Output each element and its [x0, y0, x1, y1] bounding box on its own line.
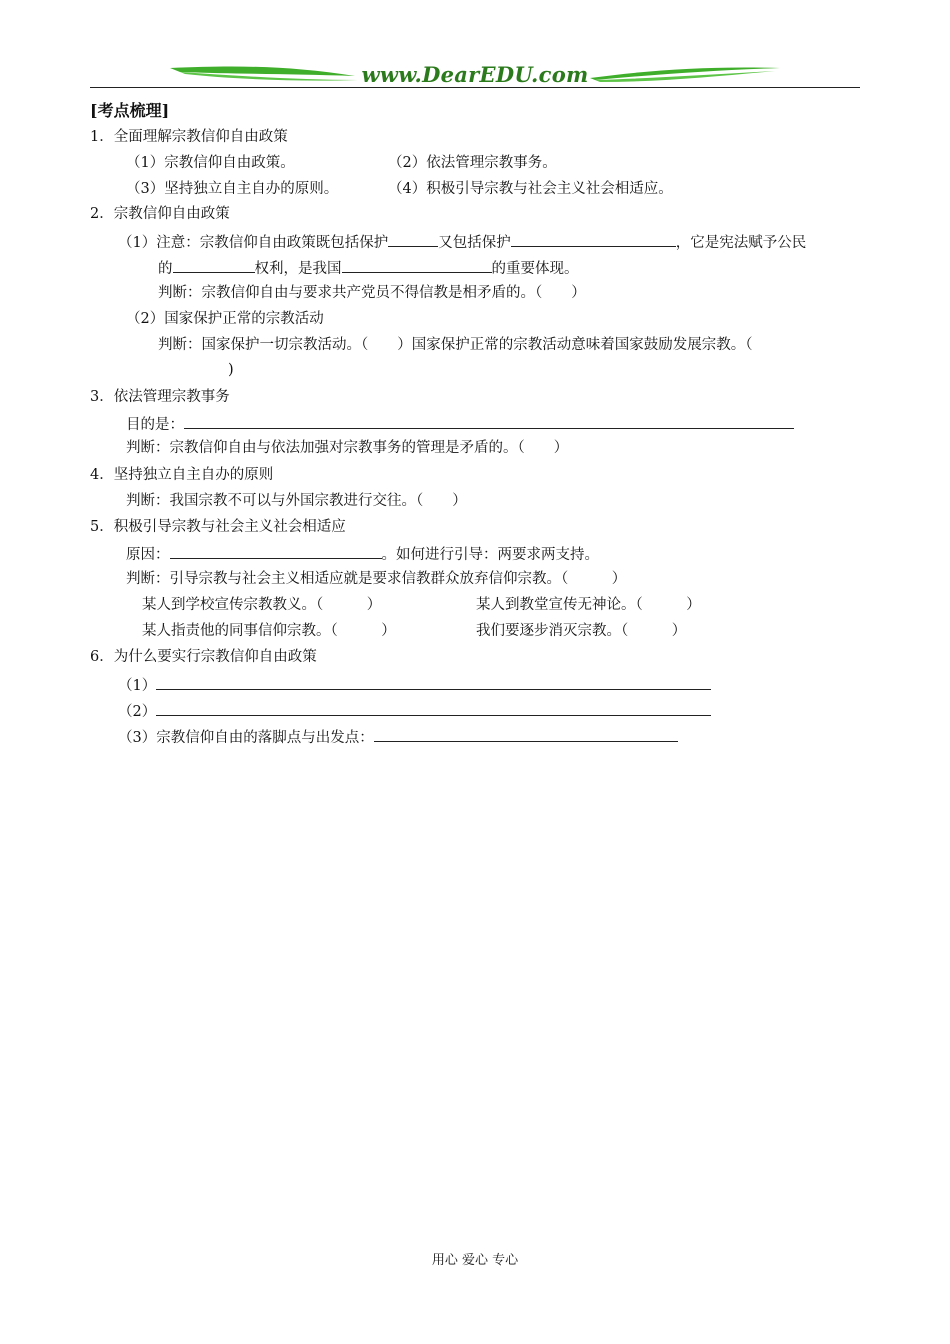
s2-judge-1: 判断：宗教信仰自由与要求共产党员不得信教是相矛盾的。（ ） [158, 285, 586, 301]
blank-field[interactable] [156, 700, 711, 716]
s2-note2-b: 权利，是我国 [254, 261, 342, 277]
blank-field[interactable] [184, 413, 794, 429]
section-6-heading: 6．为什么要实行宗教信仰自由政策 [90, 649, 317, 665]
s4-judge: 判断：我国宗教不可以与外国宗教进行交往。（ ） [126, 493, 467, 509]
s2-note-line-1 [118, 231, 806, 253]
s2-note-line-2 [158, 257, 579, 279]
s1-item-2: （2）依法管理宗教事务。 [388, 155, 557, 171]
s6-item-3 [118, 726, 678, 748]
s6-item-1-label: （1） [118, 678, 157, 694]
blank-field[interactable] [156, 674, 711, 690]
s1-item-4: （4）积极引导宗教与社会主义社会相适应。 [388, 181, 673, 197]
s2-note2-a: 的 [158, 261, 173, 277]
s6-item-2 [118, 700, 711, 722]
s2-judge-2-close: ) [228, 362, 234, 378]
section-5-heading: 5．积极引导宗教与社会主义社会相适应 [90, 519, 346, 535]
section-3-heading: 3．依法管理宗教事务 [90, 389, 230, 405]
s1-item-1: （1）宗教信仰自由政策。 [126, 155, 295, 171]
s5-judge: 判断：引导宗教与社会主义相适应就是要求信教群众放弃信仰宗教。（ ） [126, 571, 627, 587]
blank-field[interactable] [388, 231, 438, 247]
s5-judge-item-3: 某人指责他的同事信仰宗教。（ ） [142, 623, 396, 639]
blank-field[interactable] [374, 726, 678, 742]
s6-item-1 [118, 674, 711, 696]
blank-field[interactable] [173, 257, 255, 273]
s5-judge-item-2: 某人到教堂宣传无神论。（ ） [476, 597, 701, 613]
site-logo-text: www.DearEDU.com [361, 62, 589, 87]
s2-subheading-2: （2）国家保护正常的宗教活动 [126, 311, 324, 327]
s2-judge-2: 判断：国家保护一切宗教活动。（ ）国家保护正常的宗教活动意味着国家鼓励发展宗教。（ [158, 337, 753, 353]
header-rule [90, 87, 860, 88]
section-1-heading: 1．全面理解宗教信仰自由政策 [90, 129, 288, 145]
s1-item-3: （3）坚持独立自主自办的原则。 [126, 181, 339, 197]
s6-item-2-label: （2） [118, 704, 157, 720]
blank-field[interactable] [511, 231, 676, 247]
section-2-heading: 2．宗教信仰自由政策 [90, 206, 230, 222]
s5-reason-line [126, 543, 599, 565]
s6-item-3-label: （3）宗教信仰自由的落脚点与出发点： [118, 730, 374, 746]
s5-judge-item-1: 某人到学校宣传宗教教义。（ ） [142, 597, 382, 613]
blank-field[interactable] [342, 257, 492, 273]
s5-reason-label: 原因： [126, 547, 170, 563]
s2-note-a: （1）注意：宗教信仰自由政策既包括保护 [118, 235, 389, 251]
s2-note2-c: 的重要体现。 [491, 261, 579, 277]
s3-purpose-label: 目的是： [126, 417, 184, 433]
blank-field[interactable] [170, 543, 382, 559]
section-4-heading: 4．坚持独立自主自办的原则 [90, 467, 274, 483]
s5-reason-tail: 。如何进行引导：两要求两支持。 [381, 547, 599, 563]
s3-purpose-line [126, 413, 794, 435]
page-footer: 用心 爱心 专心 [431, 1253, 519, 1268]
page-title: [考点梳理] [90, 101, 170, 120]
s5-judge-item-4: 我们要逐步消灭宗教。（ ） [476, 623, 687, 639]
s2-note-c: ，它是宪法赋予公民 [675, 235, 807, 251]
s3-judge: 判断：宗教信仰自由与依法加强对宗教事务的管理是矛盾的。（ ） [126, 440, 569, 456]
s2-note-b: 又包括保护 [438, 235, 511, 251]
